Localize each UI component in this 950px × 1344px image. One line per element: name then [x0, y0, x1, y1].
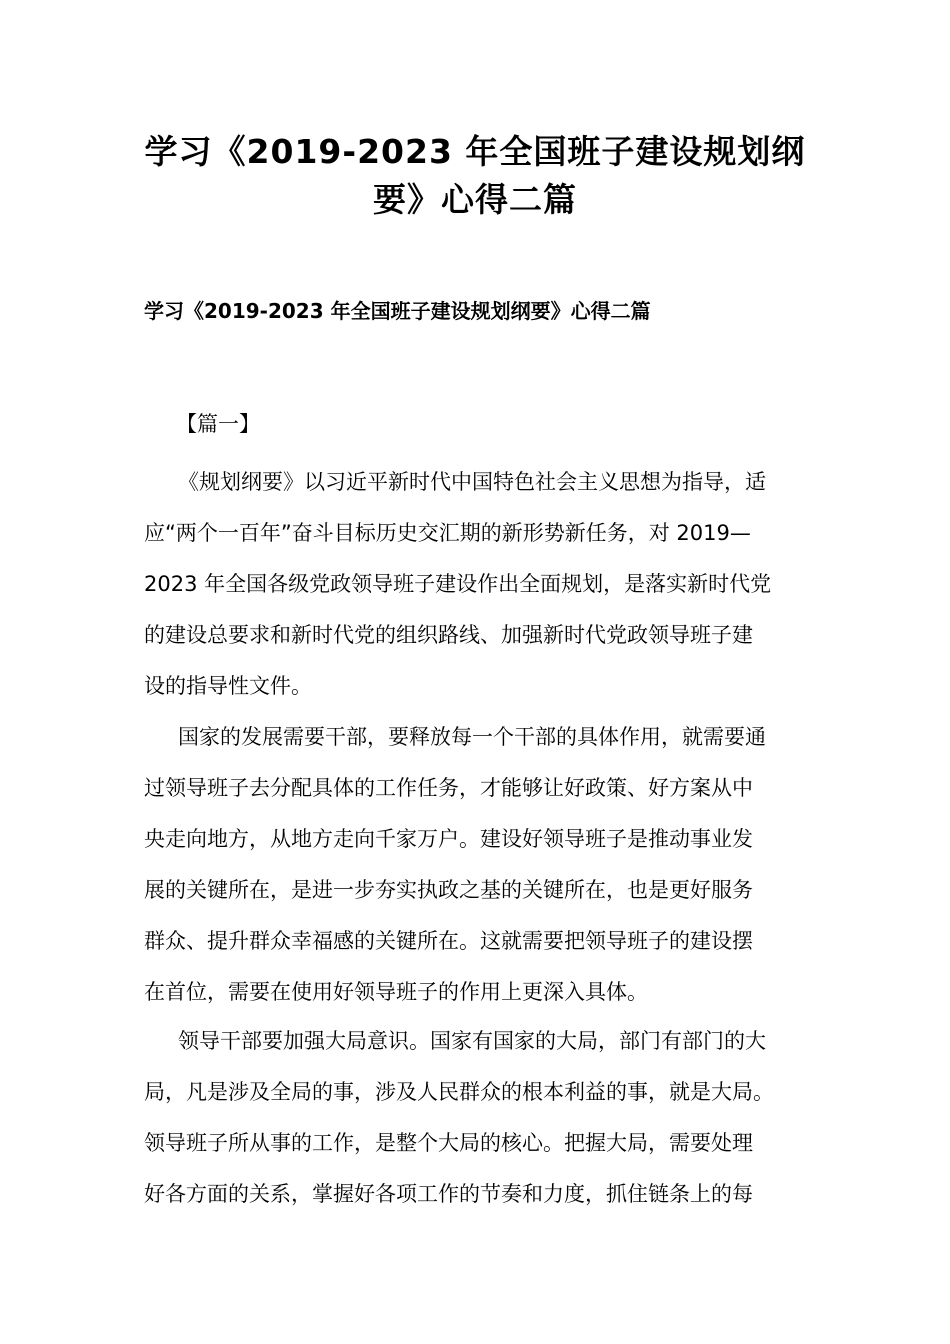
title-line-2: 要》心得二篇	[373, 180, 577, 219]
title-line-1: 学习《2019-2023 年全国班子建设规划纲	[144, 132, 806, 171]
paragraph-2-line: 在首位，需要在使用好领导班子的作用上更深入具体。	[144, 980, 648, 1004]
paragraph-2-line: 国家的发展需要干部，要释放每一个干部的具体作用，就需要通	[178, 725, 766, 749]
document-subtitle: 学习《2019-2023 年全国班子建设规划纲要》心得二篇	[144, 299, 651, 323]
paragraph-1-line: 《规划纲要》以习近平新时代中国特色社会主义思想为指导，适	[178, 470, 766, 494]
paragraph-2	[144, 712, 806, 1018]
paragraph-2-line: 群众、提升群众幸福感的关键所在。这就需要把领导班子的建设摆	[144, 929, 753, 953]
document-title	[100, 128, 850, 224]
paragraph-2-line: 过领导班子去分配具体的工作任务，才能够让好政策、好方案从中	[144, 776, 753, 800]
paragraph-1-line: 应“两个一百年”奋斗目标历史交汇期的新形势新任务，对 2019—	[144, 521, 751, 545]
paragraph-1-line: 的建设总要求和新时代党的组织路线、加强新时代党政领导班子建	[144, 623, 753, 647]
section-label: 【篇一】	[176, 412, 260, 436]
paragraph-2-line: 展的关键所在，是进一步夯实执政之基的关键所在，也是更好服务	[144, 878, 753, 902]
paragraph-3-line: 领导班子所从事的工作，是整个大局的核心。把握大局，需要处理	[144, 1131, 753, 1155]
paragraph-3-line: 好各方面的关系，掌握好各项工作的节奏和力度，抓住链条上的每	[144, 1182, 753, 1206]
paragraph-2-line: 央走向地方，从地方走向千家万户。建设好领导班子是推动事业发	[144, 827, 753, 851]
paragraph-1-line: 2023 年全国各级党政领导班子建设作出全面规划，是落实新时代党	[144, 572, 772, 596]
paragraph-3-line: 领导干部要加强大局意识。国家有国家的大局，部门有部门的大	[178, 1029, 766, 1053]
paragraph-3-line: 局，凡是涉及全局的事，涉及人民群众的根本利益的事，就是大局。	[144, 1080, 774, 1104]
paragraph-1-line: 设的指导性文件。	[144, 674, 312, 698]
paragraph-1	[144, 457, 806, 712]
paragraph-3	[144, 1016, 806, 1220]
